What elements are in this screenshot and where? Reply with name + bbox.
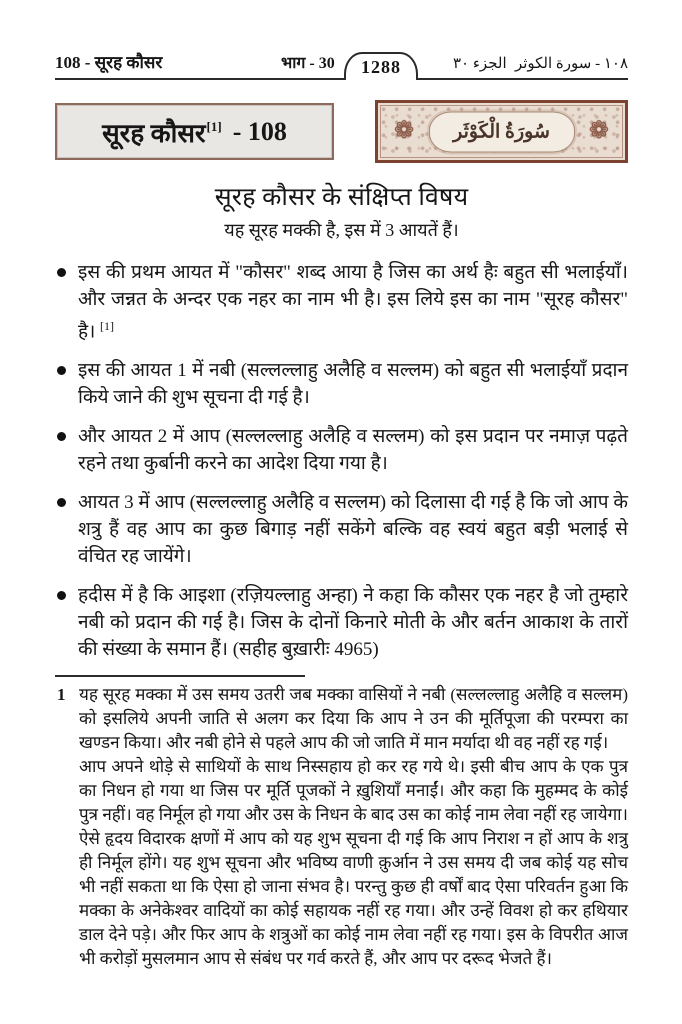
rosette-icon: ❁ bbox=[394, 117, 415, 144]
running-header bbox=[55, 46, 628, 80]
header-surah-title-arabic: ١٠٨ - سورة الكوثر bbox=[514, 56, 628, 72]
list-item bbox=[55, 582, 628, 663]
footnote-block bbox=[55, 683, 628, 971]
title-banner-row bbox=[55, 100, 628, 163]
bullet-text: इस की आयत 1 में नबी (सल्लल्लाहु अलैहि व सल्लम) को बहुत सी भलाईयाँ प्रदान किये जाने की शुभ सूचना दी गई है। bbox=[78, 360, 628, 409]
ornament-pattern bbox=[380, 105, 623, 158]
surah-title-box bbox=[55, 103, 334, 160]
page-number-tab: 1288 bbox=[344, 52, 418, 80]
summary-bullet-list bbox=[55, 259, 628, 663]
surah-title-text: सूरह कौसर bbox=[102, 118, 206, 148]
bullet-marker bbox=[57, 498, 66, 507]
summary-subheading: यह सूरह मक्की है, इस में 3 आयतें हैं। bbox=[224, 220, 459, 240]
bullet-text: और आयत 2 में आप (सल्लल्लाहु अलैहि व सल्लम) को इस प्रदान पर नमाज़ पढ़ते रहने तथा कुर्बानी करने का आदेश दिया गया है। bbox=[78, 426, 628, 475]
list-item bbox=[55, 489, 628, 570]
list-item bbox=[55, 357, 628, 411]
surah-number: - 108 bbox=[232, 116, 287, 146]
bullet-marker bbox=[57, 432, 66, 441]
footnote-paragraph: यह सूरह मक्का में उस समय उतरी जब मक्का वासियों ने नबी (सल्लल्लाहु अलैहि व सल्लम) को इसलिये अपनी जाति से अलग कर दिया कि आप ने उन की मूर्तिपूजा की परम्परा का खण्डन किया। और नबी होने से पहले आप की जो जाति में मान मर्यादा थी वह नहीं रह गई। bbox=[79, 685, 628, 753]
calligraphy-cartouche bbox=[429, 111, 575, 152]
bullet-text: इस की प्रथम आयत में "कौसर" शब्द आया है जिस का अर्थ हैः बहुत सी भलाईयाँ। और जन्नत के अन्दर एक नहर का नाम भी है। इस लिये इस का नाम "सूरह कौसर" है। bbox=[78, 262, 628, 343]
header-surah-title-hindi: 108 - सूरह कौसर bbox=[55, 53, 163, 72]
bullet-marker bbox=[57, 366, 66, 375]
header-juz-label-arabic: الجزء ٣٠ bbox=[453, 56, 507, 72]
summary-heading: सूरह कौसर के संक्षिप्त विषय bbox=[214, 184, 469, 211]
footnote-ref: [1] bbox=[100, 319, 115, 333]
bullet-text: हदीस में है कि आइशा (रज़ियल्लाहु अन्हा) ने कहा कि कौसर एक नहर है जो तुम्हारे नबी को प्रदान की गई है। जिस के दोनों किनारे मोती के और बर्तन आकाश के तारों की संख्या के समान हैं। (सहीह बुख़ारीः 4965) bbox=[78, 585, 628, 661]
header-part-label: भाग - 30 bbox=[281, 55, 335, 72]
ornamental-calligraphy-panel bbox=[375, 100, 628, 163]
bullet-marker bbox=[57, 268, 66, 277]
footnote-paragraph: आप अपने थोड़े से साथियों के साथ निस्सहाय हो कर रह गये थे। इसी बीच आप के एक पुत्र का निधन हो गया था जिस पर मूर्ति पूजकों ने ख़ुशियाँ मनाईं। और कहा कि मुहम्मद के कोई पुत्र नहीं। वह निर्मूल हो गया और उस के निधन के बाद उस का कोई नाम लेवा नहीं रह जायेगा। ऐसे हृदय विदारक क्षणों में आप को यह शुभ सूचना दी गई कि आप निराश न हों आप के शत्रु ही निर्मूल होंगे। यह शुभ सूचना और भविष्य वाणी क़ुर्आन ने उस समय दी जब कोई यह सोच भी नहीं सकता था कि ऐसा हो जाना संभव है। परन्तु कुछ ही वर्षों बाद ऐसा परिवर्तन हुआ कि मक्का के अनेकेश्वर वादियों का कोई सहायक नहीं रह गया। और उन्हें विवश हो कर हथियार डाल देने पड़े। और फिर आप के शत्रुओं का कोई नाम लेवा नहीं रह गया। इस के विपरीत आज भी करोड़ों मुसलमान आप से संबंध पर गर्व करते हैं, और आप पर दरूद भेजते हैं। bbox=[79, 757, 628, 969]
footnote-number: 1 bbox=[57, 685, 66, 705]
summary-header bbox=[55, 179, 628, 242]
bullet-marker bbox=[57, 591, 66, 600]
surah-title-footnote-ref: [1] bbox=[206, 118, 222, 134]
bullet-text: आयत 3 में आप (सल्लल्लाहु अलैहि व सल्लम) को दिलासा दी गई है कि जो आप के शत्रु हैं वह आप का कुछ बिगाड़ नहीं सकेंगे बल्कि वह स्वयं बहुत बड़ी भलाई से वंचित रह जायेंगे। bbox=[78, 492, 628, 568]
surah-name-calligraphy: سُورَةُ الْكَوْثَر bbox=[453, 121, 550, 142]
rosette-icon: ❁ bbox=[588, 117, 609, 144]
footnote-separator bbox=[55, 675, 305, 677]
list-item bbox=[55, 259, 628, 345]
list-item bbox=[55, 423, 628, 477]
